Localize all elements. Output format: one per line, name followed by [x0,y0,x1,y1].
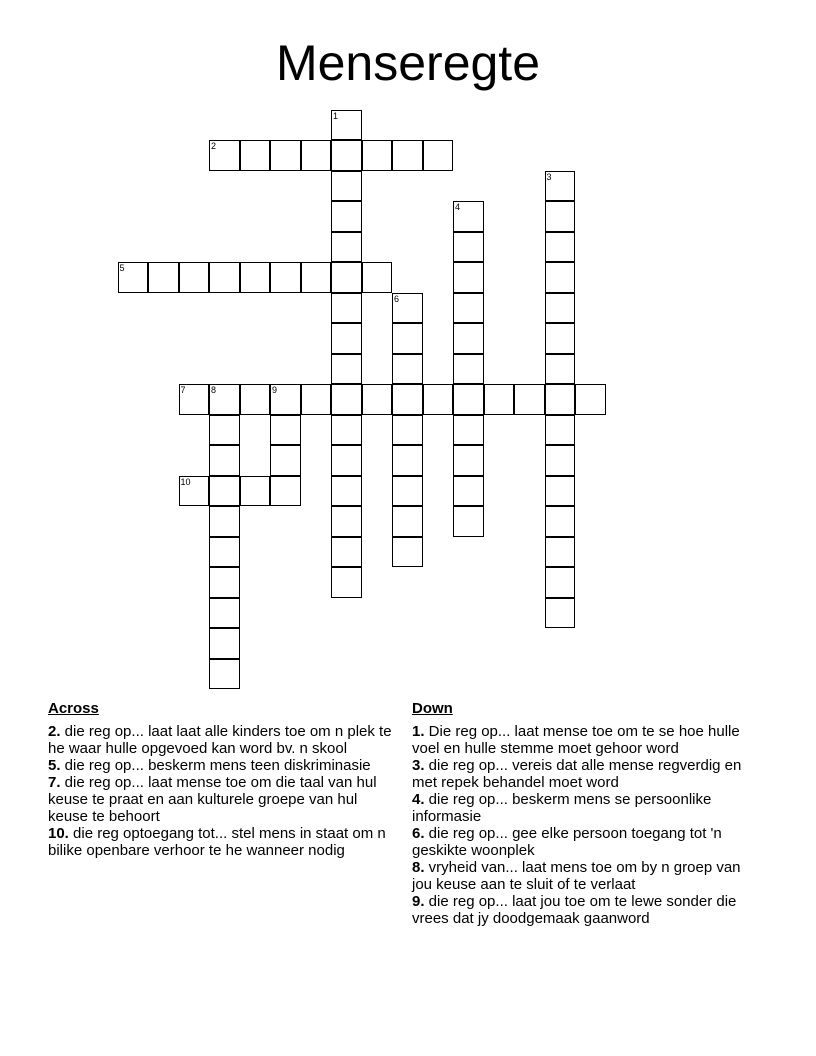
grid-cell[interactable] [179,476,210,507]
grid-cell[interactable] [209,476,240,507]
clue-number: 2 [211,141,217,151]
grid-cell[interactable] [209,659,240,690]
down-clue-list [412,723,764,927]
grid-cell[interactable] [331,506,362,537]
across-clue [48,825,400,859]
grid-cell[interactable] [270,476,301,507]
grid-cell[interactable] [545,232,576,263]
grid-cell[interactable] [392,537,423,568]
clue-number: 4 [455,202,461,212]
clue-number-label: 2. [48,723,61,740]
clue-text: die reg op... gee elke persoon toegang tot 'n geskikte woonplek [412,825,722,859]
grid-cell[interactable] [545,506,576,537]
grid-cell[interactable] [331,140,362,171]
grid-cell[interactable] [545,262,576,293]
grid-cell[interactable] [331,445,362,476]
grid-cell[interactable] [331,232,362,263]
clue-number-label: 8. [412,859,425,876]
down-heading: Down [412,700,453,717]
grid-cell[interactable] [453,201,484,232]
clue-number-label: 3. [412,757,425,774]
clue-number: 9 [272,385,278,395]
grid-cell[interactable] [240,384,271,415]
grid-cell[interactable] [514,384,545,415]
grid-cell[interactable] [331,354,362,385]
clue-text: die reg op... laat laat alle kinders toe om n plek te he waar hulle opgevoed kan word bv. n skool [48,723,392,757]
across-clue [48,757,400,774]
grid-cell[interactable] [209,140,240,171]
grid-cell[interactable] [392,384,423,415]
across-clues [48,700,400,859]
grid-cell[interactable] [423,140,454,171]
down-clue [412,757,764,791]
clue-number-label: 5. [48,757,61,774]
clue-number-label: 6. [412,825,425,842]
grid-cell[interactable] [392,354,423,385]
grid-cell[interactable] [209,384,240,415]
grid-cell[interactable] [331,537,362,568]
grid-cell[interactable] [453,232,484,263]
grid-cell[interactable] [209,537,240,568]
grid-cell[interactable] [453,323,484,354]
down-clue [412,893,764,927]
grid-cell[interactable] [575,384,606,415]
grid-cell[interactable] [331,384,362,415]
grid-cell[interactable] [209,262,240,293]
grid-cell[interactable] [270,384,301,415]
grid-cell[interactable] [392,445,423,476]
down-clues [412,700,764,927]
grid-cell[interactable] [118,262,149,293]
down-clue [412,723,764,757]
grid-cell[interactable] [331,293,362,324]
grid-cell[interactable] [301,262,332,293]
clue-number: 7 [180,385,186,395]
grid-cell[interactable] [240,476,271,507]
clue-number-label: 1. [412,723,425,740]
grid-cell[interactable] [209,598,240,629]
grid-cell[interactable] [270,140,301,171]
down-clue [412,859,764,893]
grid-cell[interactable] [545,445,576,476]
clue-number-label: 10. [48,825,69,842]
grid-cell[interactable] [545,354,576,385]
grid-cell[interactable] [331,262,362,293]
grid-cell[interactable] [240,140,271,171]
grid-cell[interactable] [545,567,576,598]
grid-cell[interactable] [331,171,362,202]
clue-text: die reg op... laat jou toe om te lewe sonder die vrees dat jy doodgemaak gaanword [412,893,737,927]
grid-cell[interactable] [423,384,454,415]
grid-cell[interactable] [179,384,210,415]
grid-cell[interactable] [331,567,362,598]
grid-cell[interactable] [545,598,576,629]
grid-cell[interactable] [362,384,393,415]
grid-cell[interactable] [392,323,423,354]
clue-text: die reg op... vereis dat alle mense regverdig en met repek behandel moet word [412,757,742,791]
clue-text: die reg op... laat mense toe om die taal van hul keuse te praat en aan kulturele groepe van hul keuse te behoort [48,774,377,825]
grid-cell[interactable] [392,293,423,324]
across-clue [48,774,400,825]
clue-number-label: 4. [412,791,425,808]
clue-number: 6 [394,293,400,304]
clue-number-label: 9. [412,893,425,910]
grid-cell[interactable] [270,445,301,476]
grid-cell[interactable] [362,140,393,171]
grid-cell[interactable] [545,201,576,232]
grid-cell[interactable] [453,506,484,537]
grid-cell[interactable] [453,354,484,385]
grid-cell[interactable] [453,384,484,415]
grid-cell[interactable] [545,293,576,324]
grid-cell[interactable] [545,171,576,202]
clue-text: die reg op... beskerm mens teen diskriminasie [60,757,371,774]
grid-cell[interactable] [209,415,240,446]
grid-cell[interactable] [392,506,423,537]
grid-cell[interactable] [484,384,515,415]
grid-cell[interactable] [209,567,240,598]
grid-cell[interactable] [331,201,362,232]
clue-number-label: 7. [48,774,61,791]
grid-cell[interactable] [240,262,271,293]
grid-cell[interactable] [392,415,423,446]
clue-number: 3 [546,171,552,182]
grid-cell[interactable] [545,476,576,507]
grid-cell[interactable] [301,140,332,171]
grid-cell[interactable] [179,262,210,293]
grid-cell[interactable] [545,384,576,415]
page-title: Menseregte [275,35,541,91]
clue-text: die reg optoegang tot... stel mens in staat om n bilike openbare verhoor te he wanneer nodig [48,825,386,859]
grid-cell[interactable] [545,415,576,446]
grid-cell[interactable] [209,506,240,537]
clue-text: Die reg op... laat mense toe om te se hoe hulle voel en hulle stemme moet gehoor word [412,723,740,757]
down-clue [412,791,764,825]
grid-cell[interactable] [331,415,362,446]
clue-text: vryheid van... laat mens toe om by n groep van jou keuse aan te sluit of te verlaat [412,859,741,893]
down-clue [412,825,764,859]
grid-cell[interactable] [545,323,576,354]
grid-cell[interactable] [331,110,362,141]
grid-cell[interactable] [453,476,484,507]
grid-cell[interactable] [392,140,423,171]
grid-cell[interactable] [453,293,484,324]
grid-cell[interactable] [270,415,301,446]
grid-cell[interactable] [362,262,393,293]
clue-number: 10 [180,476,191,487]
grid-cell[interactable] [209,628,240,659]
across-heading: Across [48,700,99,717]
clue-number: 5 [119,263,125,273]
grid-cell[interactable] [453,415,484,446]
clue-number: 1 [333,110,339,121]
grid-cell[interactable] [453,445,484,476]
across-clue-list [48,723,400,859]
grid-cell[interactable] [270,262,301,293]
grid-cell[interactable] [392,476,423,507]
across-clue [48,723,400,757]
grid-cell[interactable] [301,384,332,415]
grid-cell[interactable] [331,323,362,354]
grid-cell[interactable] [148,262,179,293]
clue-number: 8 [211,385,217,395]
grid-cell[interactable] [331,476,362,507]
clue-text: die reg op... beskerm mens se persoonlike informasie [412,791,712,825]
grid-cell[interactable] [209,445,240,476]
grid-cell[interactable] [545,537,576,568]
grid-cell[interactable] [453,262,484,293]
